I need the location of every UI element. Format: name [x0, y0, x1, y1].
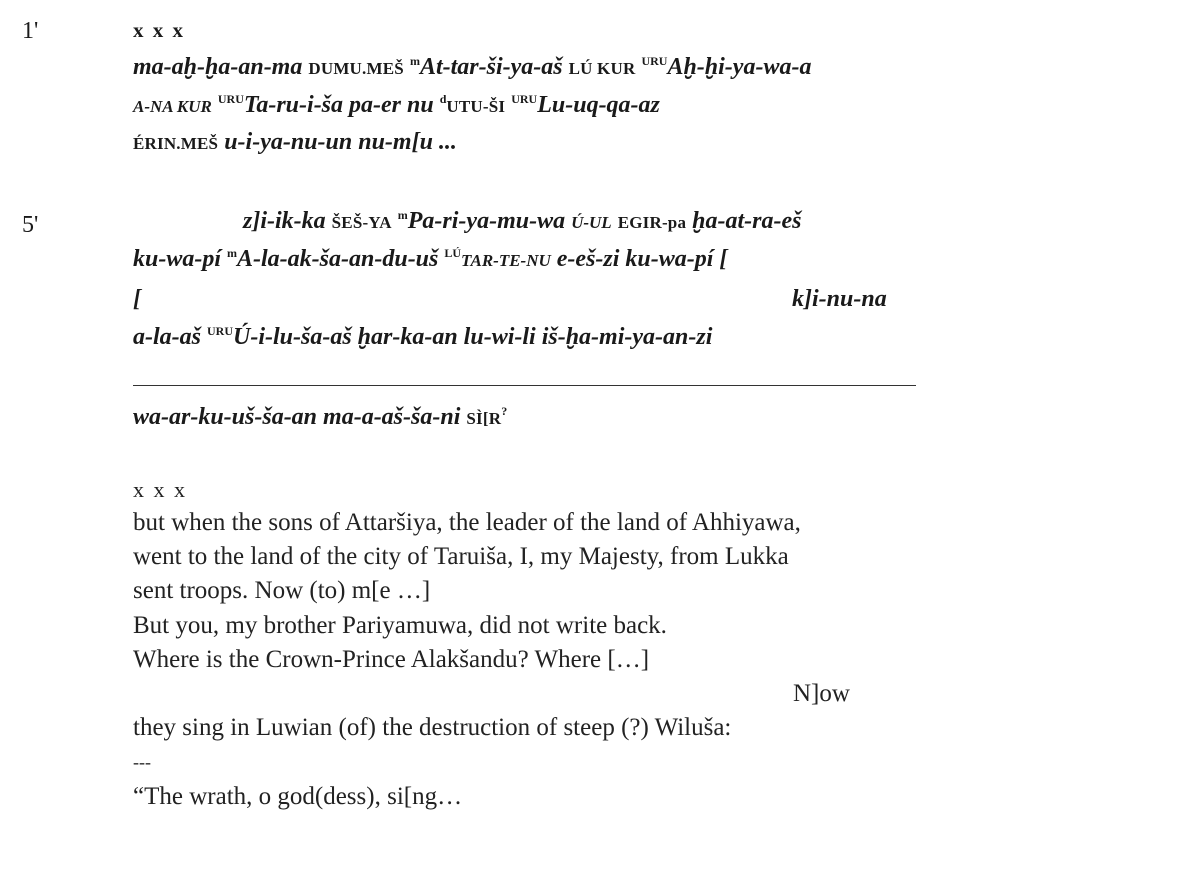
line-number-5: 5' [22, 212, 39, 238]
translation-line-3: went to the land of the city of Taruiša, I, my Majesty, from Lukka [133, 543, 789, 570]
translit-line-5: z]i-ik-ka ŠEŠ-YA $^m$Pa-ri-ya-mu-wa Ú-UL EGIR-pa ḫa-at-ra-eš [243, 208, 802, 234]
translation-line-5: But you, my brother Pariyamuwa, did not write back. [133, 612, 667, 639]
translit-line-8: a-la-aš $^{URU}$Ú-i-lu-ša-aš ḫar-ka-an lu-wi-li iš-ḫa-mi-ya-an-zi [133, 324, 713, 350]
translation-line-6: Where is the Crown-Prince Alakšandu? Where […] [133, 646, 650, 673]
translit-line-9: wa-ar-ku-uš-ša-an ma-a-aš-ša-ni SÌ[R? [133, 404, 508, 430]
translit-line-1: x x x [133, 18, 185, 42]
translit-line-7-end: k]i-nu-na [792, 286, 887, 312]
translation-line-7: N]ow [793, 680, 850, 707]
paragraph-divider [133, 385, 916, 386]
translit-line-7-open-bracket: [ [133, 286, 141, 312]
translation-line-9: “The wrath, o god(dess), si[ng… [133, 783, 463, 810]
translation-divider-dashes: --- [133, 752, 151, 772]
translation-line-2: but when the sons of Attaršiya, the leader of the land of Ahhiyawa, [133, 509, 801, 536]
line-number-1: 1' [22, 18, 39, 44]
translit-line-4: ÉRIN.MEŠ u-i-ya-nu-un nu-m[u ... [133, 129, 457, 155]
translit-line-6: ku-wa-pí $^m$A-la-ak-ša-an-du-uš $^{LÚ}$TAR-TE-NU e-eš-zi ku-wa-pí [ [133, 246, 728, 272]
translation-line-4: sent troops. Now (to) m[e …] [133, 577, 431, 604]
translation-line-1: x x x [133, 477, 187, 502]
translation-line-8: they sing in Luwian (of) the destruction of steep (?) Wiluša: [133, 714, 732, 741]
translit-line-2: ma-aḫ-ḫa-an-ma DUMU.MEŠ $^m$At-tar-ši-ya-aš LÚ KUR $^{URU}$Aḫ-ḫi-ya-wa-a [133, 54, 812, 80]
translit-line-3: A-NA KUR $^{URU}$Ta-ru-i-ša pa-er nu $^d$UTU-ŠI $^{URU}$Lu-uq-qa-az [133, 92, 660, 118]
